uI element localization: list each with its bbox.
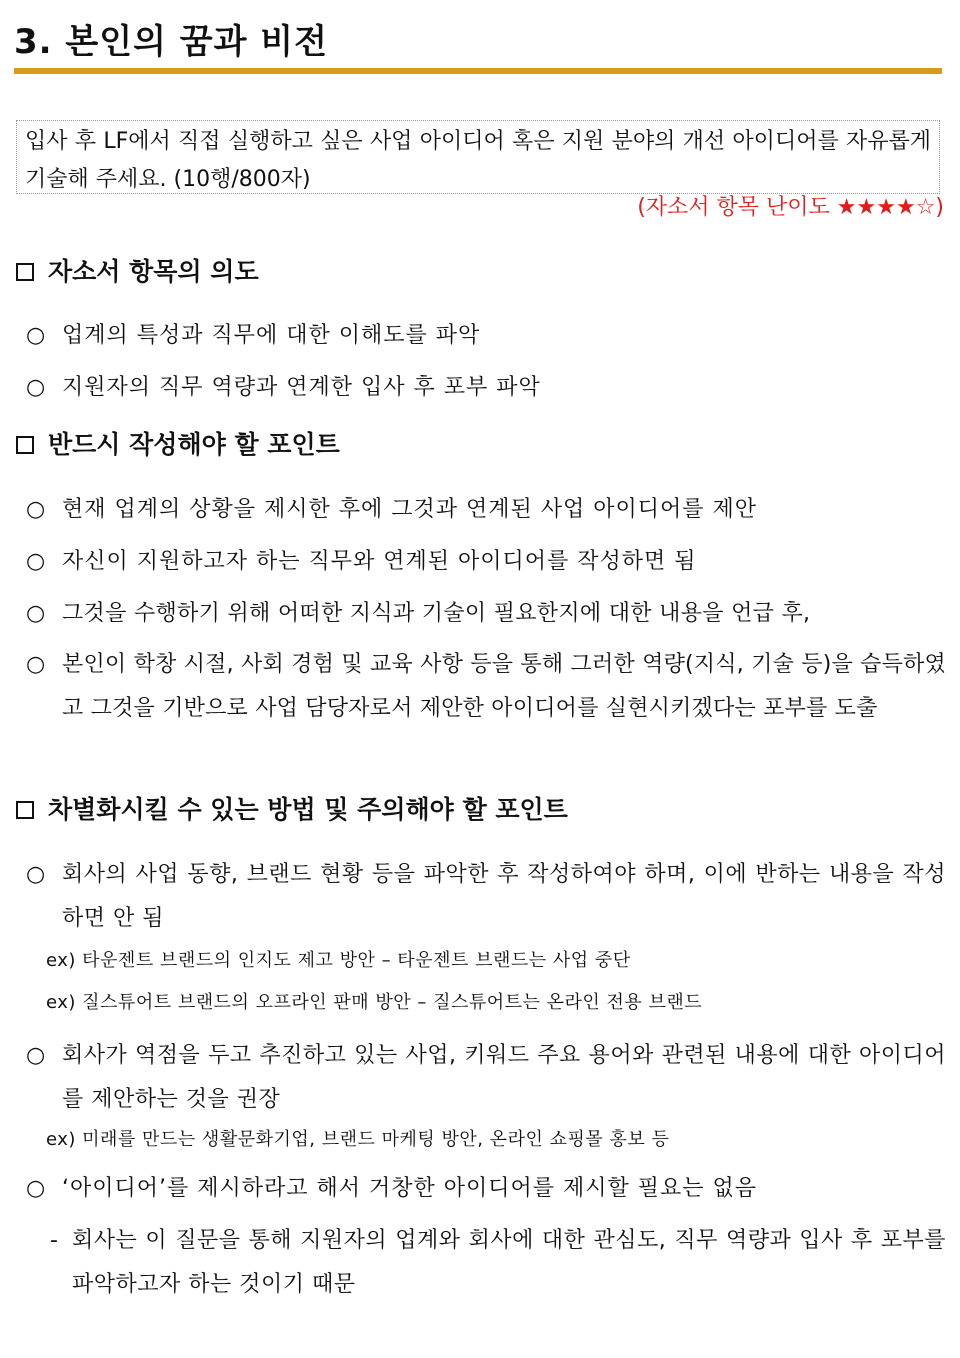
checkbox-square-icon [16,436,34,454]
section-heading-must-points [16,427,340,463]
list-item-text: 자신이 지원하고자 하는 직무와 연계된 아이디어를 작성하면 됨 [62,549,697,574]
circle-bullet-icon: ○ [26,549,46,574]
list-item-text: 현재 업계의 상황을 제시한 후에 그것과 연계된 사업 아이디어를 제안 [62,497,757,522]
list-item [26,1167,946,1211]
list-item-text: 본인이 학창 시절, 사회 경험 및 교육 사항 등을 통해 그러한 역량(지식, 기술 등)을 습득하였고 그것을 기반으로 사업 담당자로서 제안한 아이디어를 실현시키겠다는 포부를 도출 [62,652,946,721]
list-item [26,540,946,584]
section-heading-differentiation [16,792,568,828]
circle-bullet-icon: ○ [26,652,46,677]
circle-bullet-icon: ○ [26,1043,46,1068]
list-item-text: 업계의 특성과 직무에 대한 이해도를 파악 [62,323,481,348]
list-item [26,643,946,731]
circle-bullet-icon: ○ [26,375,46,400]
section-heading-intent [16,254,259,290]
list-item-text: 지원자의 직무 역량과 연계한 입사 후 포부 파악 [62,375,541,400]
page-title: 3. 본인의 꿈과 비전 [14,22,328,62]
title-underline [14,68,942,74]
circle-bullet-icon: ○ [26,601,46,626]
list-item [26,488,946,532]
question-box: 입사 후 LF에서 직접 실행하고 싶은 사업 아이디어 혹은 지원 분야의 개선 아이디어를 자유롭게 기술해 주세요. (10행/800자) [16,120,940,194]
example-line: ex) 질스튜어트 브랜드의 오프라인 판매 방안 – 질스튜어트는 온라인 전용 브랜드 [46,992,703,1013]
section-heading-label: 반드시 작성해야 할 포인트 [48,430,340,459]
difficulty-rating: (자소서 항목 난이도 ★★★★☆) [637,195,944,220]
list-item-text: 회사의 사업 동향, 브랜드 현황 등을 파악한 후 작성하여야 하며, 이에 반하는 내용을 작성하면 안 됨 [62,862,946,931]
circle-bullet-icon: ○ [26,862,46,887]
list-item-text: 회사가 역점을 두고 추진하고 있는 사업, 키워드 주요 용어와 관련된 내용에 대한 아이디어를 제안하는 것을 권장 [62,1043,946,1112]
example-line: ex) 타운젠트 브랜드의 인지도 제고 방안 – 타운젠트 브랜드는 사업 중단 [46,950,631,971]
list-item [26,366,946,410]
list-item [26,314,946,358]
circle-bullet-icon: ○ [26,1176,46,1201]
note-item-text: 회사는 이 질문을 통해 지원자의 업계와 회사에 대한 관심도, 직무 역량과 입사 후 포부를 파악하고자 하는 것이기 때문 [72,1228,946,1297]
note-item [50,1219,946,1307]
checkbox-square-icon [16,263,34,281]
example-line: ex) 미래를 만드는 생활문화기업, 브랜드 마케팅 방안, 온라인 쇼핑몰 홍보 등 [46,1129,670,1150]
section-heading-label: 자소서 항목의 의도 [48,257,259,286]
section-heading-label: 차별화시킬 수 있는 방법 및 주의해야 할 포인트 [48,795,568,824]
circle-bullet-icon: ○ [26,323,46,348]
list-item [26,853,946,941]
circle-bullet-icon: ○ [26,497,46,522]
checkbox-square-icon [16,801,34,819]
list-item-text: ‘아이디어’를 제시하라고 해서 거창한 아이디어를 제시할 필요는 없음 [62,1176,757,1201]
list-item [26,592,946,636]
list-item-text: 그것을 수행하기 위해 어떠한 지식과 기술이 필요한지에 대한 내용을 언급 후, [62,601,811,626]
dash-bullet-icon: - [50,1228,58,1253]
list-item [26,1034,946,1122]
